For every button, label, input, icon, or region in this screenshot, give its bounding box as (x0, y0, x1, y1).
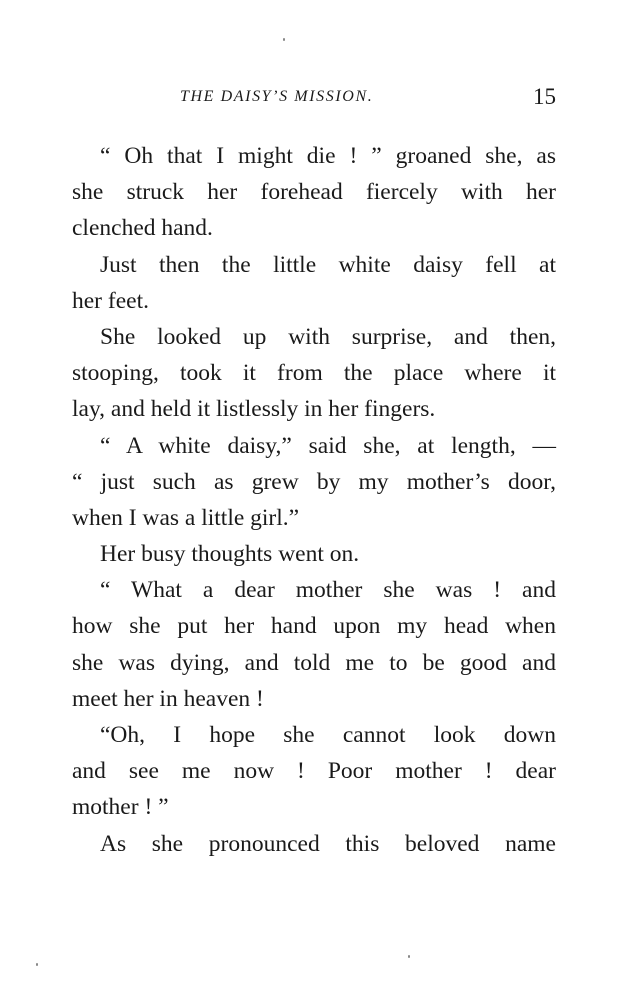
text-line: She looked up with surprise, and then, (100, 323, 556, 350)
page-number: 15 (533, 84, 556, 109)
text-line: “ just such as grew by my mother’s door, (72, 468, 556, 495)
running-title: THE DAISY’S MISSION. (180, 88, 374, 105)
text-line: meet her in heaven ! (72, 685, 264, 712)
text-line: stooping, took it from the place where it (72, 360, 556, 387)
text-line: Just then the little white daisy fell at (100, 251, 556, 278)
speck-bottom-left (36, 963, 38, 966)
text-line: Her busy thoughts went on. (100, 541, 360, 568)
text-line: lay, and held it listlessly in her fingers. (72, 396, 436, 423)
text-line: “ Oh that I might die ! ” groaned she, as (100, 143, 556, 169)
text-line: clenched hand. (72, 215, 213, 242)
speck-top (283, 38, 285, 41)
text-line: when I was a little girl.” (72, 504, 300, 531)
text-line: “ A white daisy,” said she, at length, — (100, 432, 556, 459)
text-line: mother ! ” (72, 794, 169, 821)
running-head (72, 84, 556, 114)
speck-bottom-center (408, 955, 410, 958)
text-line: she was dying, and told me to be good and (72, 649, 556, 676)
text-line: how she put her hand upon my head when (72, 613, 556, 640)
text-line: As she pronounced this beloved name (100, 830, 556, 857)
text-line: her feet. (72, 287, 149, 314)
text-line: and see me now ! Poor mother ! dear (72, 758, 556, 785)
text-line: “ What a dear mother she was ! and (100, 577, 556, 604)
text-line: “Oh, I hope she cannot look down (100, 722, 556, 748)
body-text (72, 138, 556, 862)
text-line: she struck her forehead fiercely with her (72, 179, 556, 206)
